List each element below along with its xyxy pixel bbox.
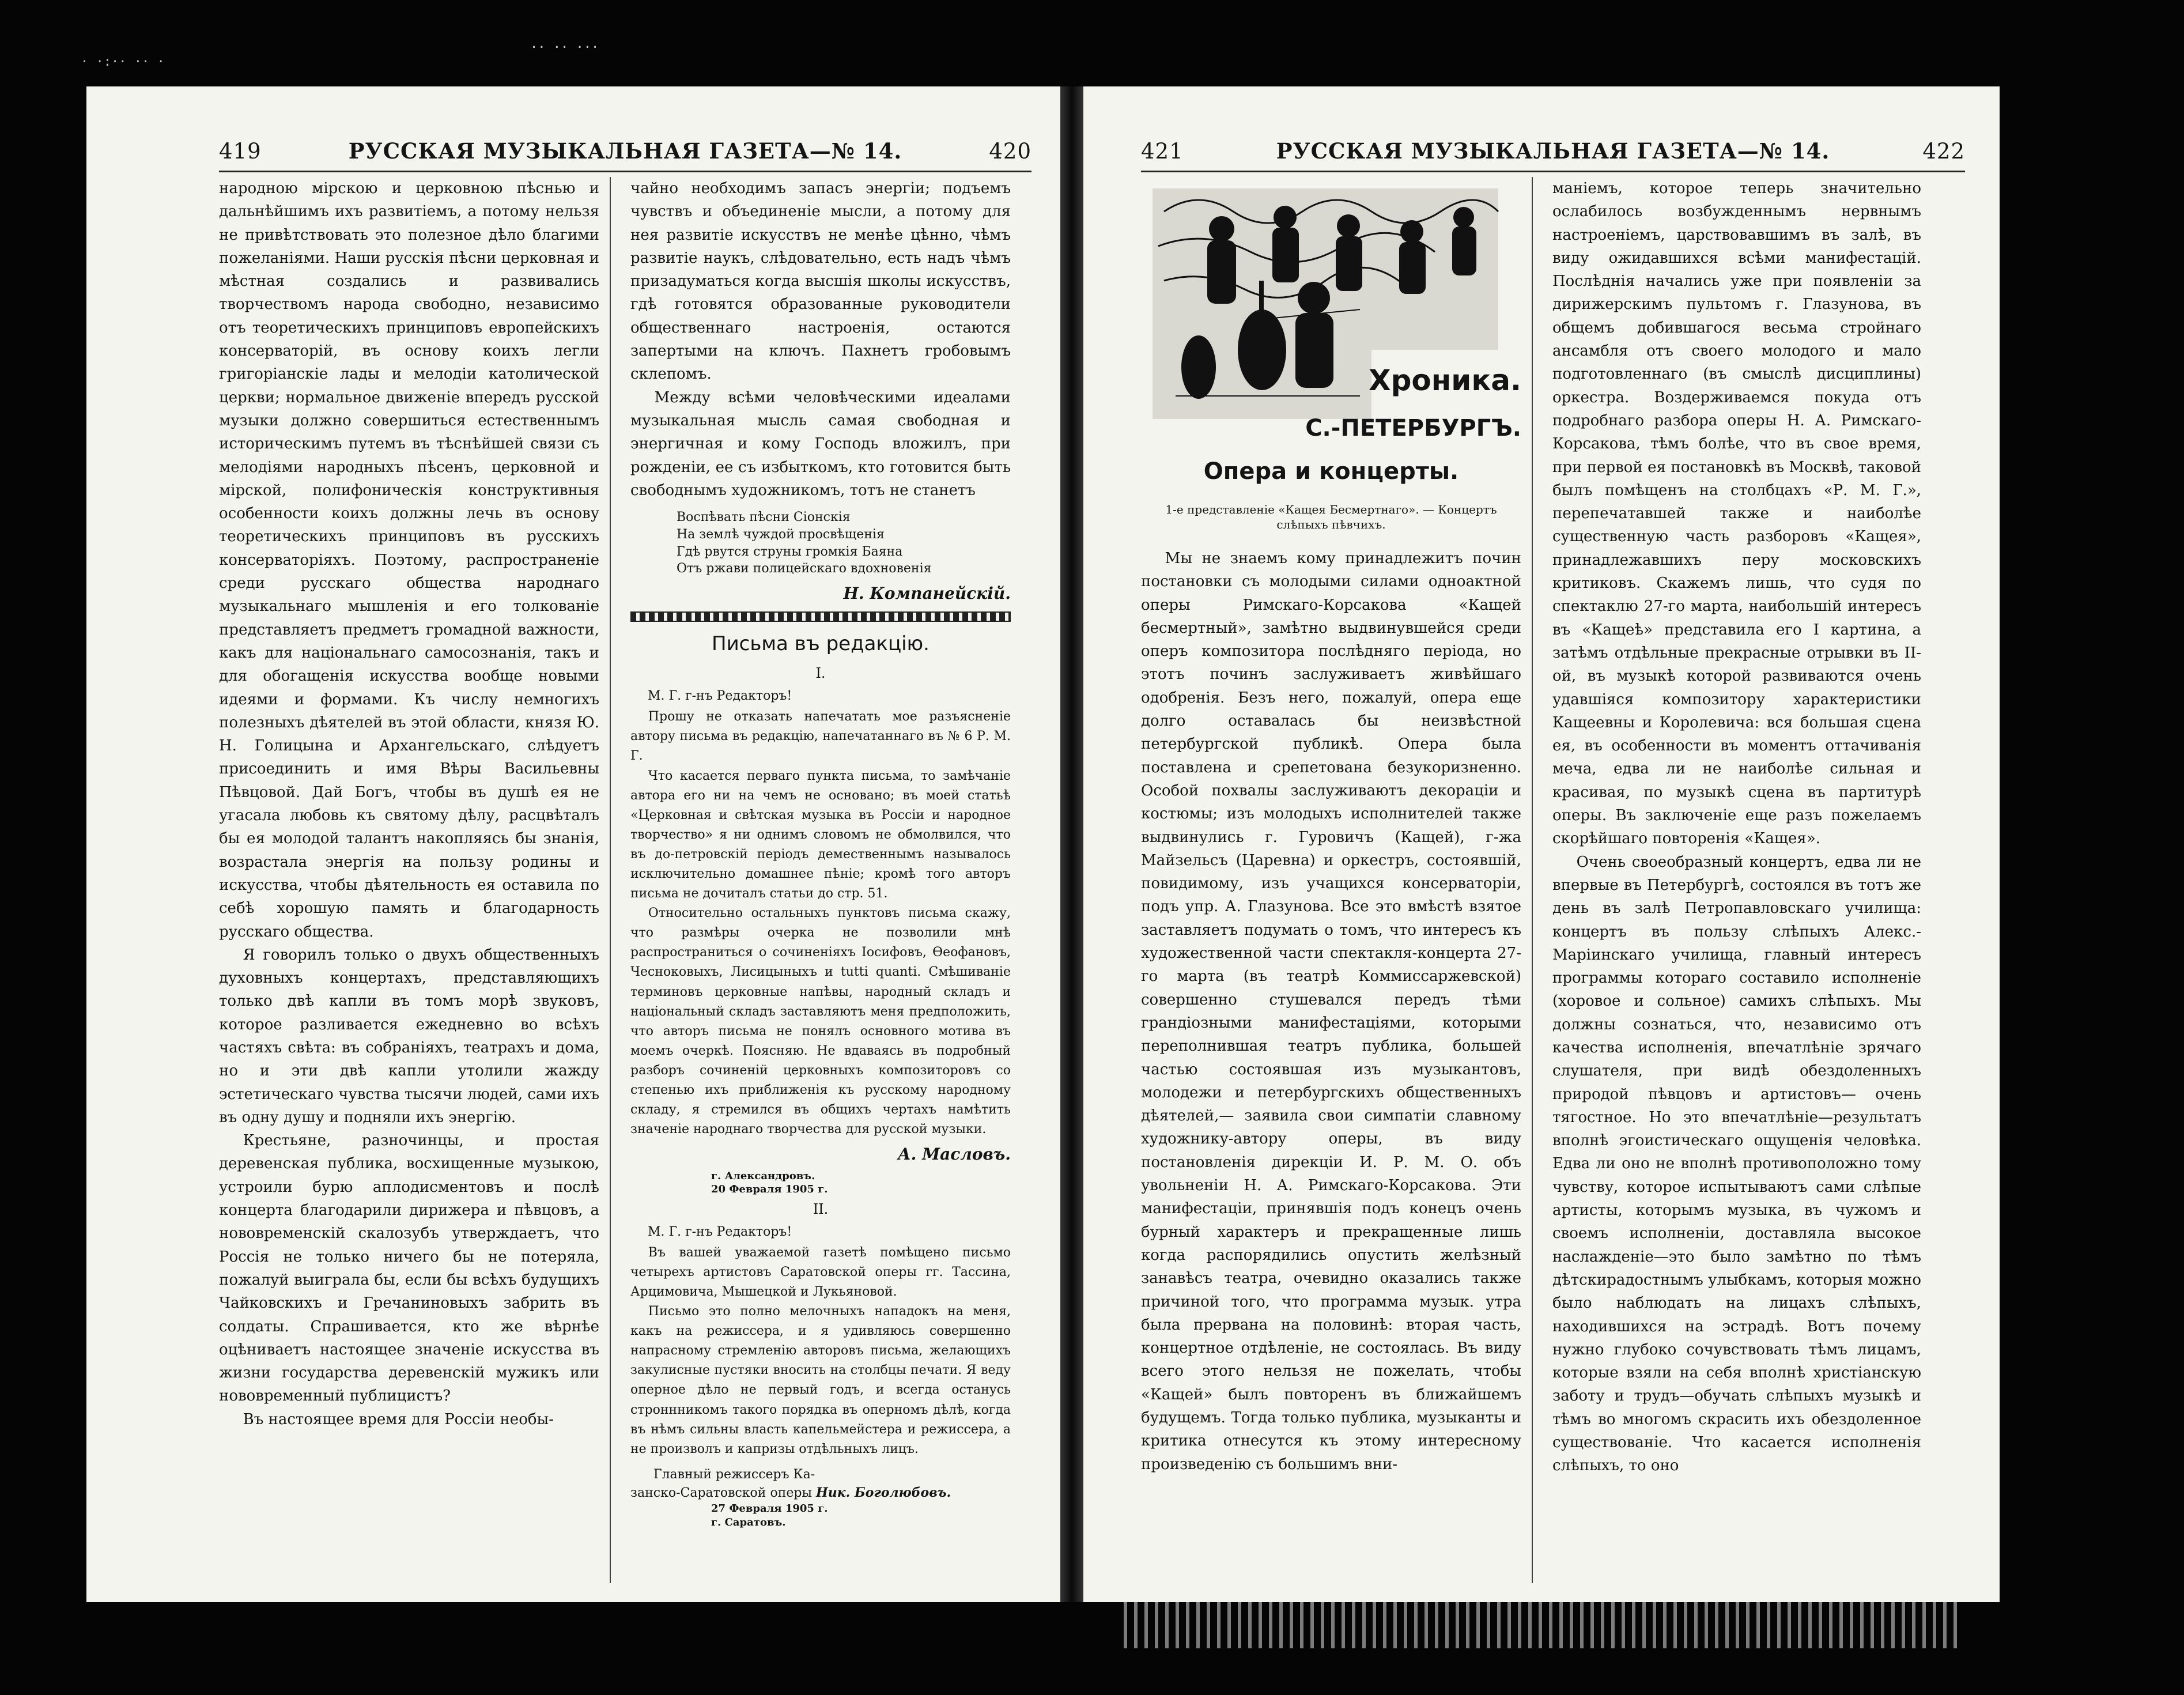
section-title: Письма въ редакцію. (712, 632, 929, 656)
left-page (86, 86, 1060, 1602)
letter-body (630, 1243, 1011, 1459)
section-subtitle: 1-е представленіе «Кащея Бесмертнаго». — Концертъ слѣпыхъ пѣвчихъ. (1165, 503, 1497, 531)
poem-line: На землѣ чуждой просвѣщенія (677, 527, 885, 542)
paragraph: Что касается перваго пункта письма, то замѣчаніе автора его ни на чемъ не основано; въ моей статьѣ «Церковная и свѣтская музыка въ Россіи и народное творчество» я ни однимъ словомъ не обмолвился, что въ до-петровскій періодъ демественнымъ называлось исключительно домашнее пѣніе; кромѣ того авторъ письма не дочиталъ статьи до стр. 51. (630, 768, 1011, 901)
paragraph: народною мірскою и церковною пѣснью и дальнѣйшимъ ихъ развитіемъ, а потому нельзя не привѣтствовать это полезное дѣло благими пожеланіями. Наши русскія пѣсни церковная и мѣстная создались и развивались творчествомъ народа свободно, независимо отъ теоретическихъ принциповъ европейскихъ консерваторій, въ основу коихъ легли григоріанскіе лады и мелодіи католической церкви; нормальное движеніе впередъ русской музыки должно совершиться естественнымъ историческимъ путемъ въ тѣснѣйшей связи съ мелодіями народныхъ пѣсенъ, церковной и мірской, полифоническія конструктивныя особенности коихъ должны лечь въ основу теоретическихъ принциповъ въ русскихъ консерваторіяхъ. Поэтому, распространеніе среди русскаго общества народнаго музыкальнаго мышленія и его толкованіе представляетъ предметъ громадной важности, какъ для національнаго самосознанія, такъ и для обогащенія искусства вообще новыми идеями и формами. Къ числу немногихъ полезныхъ дѣятелей въ этой области, князя Ю. Н. Голицына и Архангельскаго, слѣдуетъ присоединить и имя Вѣры Васильевны Пѣвцовой. Дай Богъ, чтобы въ душѣ ея не угасала любовь къ святому дѣлу, расцвѣталъ бы ея молодой талантъ накопляясь бы знанія, возрастала энергія на пользу родины и искусства, чтобы дѣятельность ея оставила по себѣ хорошую память и благодарность русскаго общества. (219, 180, 599, 941)
page-gutter (1060, 86, 1083, 1602)
paragraph: Прошу не отказать напечатать мое разъясненіе автору письма въ редакцію, напечатаннаго въ № 6 Р. М. Г. (630, 709, 1011, 764)
author-signature: А. Масловъ. (897, 1145, 1011, 1164)
paragraph: Я говорилъ только о двухъ общественныхъ духовныхъ концертахъ, представляющихъ только двѣ капли въ томъ морѣ звуковъ, которое разливается ежедневно во всѣхъ частяхъ свѣта: въ собраніяхъ, театрахъ и дома, но и эти двѣ капли утолили жажду эстетическаго чувства тысячи людей, сами ихъ въ одну душу и подняли ихъ энергію. (219, 946, 599, 1126)
place: г. Александровъ. (711, 1169, 815, 1182)
paragraph: Мы не знаемъ кому принадлежитъ почин постановки съ молодыми силами одноактной оперы Римскаго-Корсакова «Кащей бесмертный», замѣтно выдвинувшейся среди оперъ композитора послѣдняго періода, но этотъ починъ заслуживаетъ живѣйшаго одобренія. Безъ него, пожалуй, опера еще долго оставалась бы неизвѣстной петербургской публикѣ. Опера была поставлена и срепетована безукоризненно. Особой похвалы заслуживаютъ декораціи и костюмы; изъ молодыхъ исполнителей также выдвинулись г. Гуровичъ (Кащей), г-жа Майзельсъ (Царевна) и оркестръ, состоявшій, повидимому, изъ учащихся консерваторіи, подъ упр. А. Глазунова. Все это вмѣстѣ взятое заставляетъ подумать о томъ, что интересъ къ художественной части спектакля-концерта 27-го марта (въ театрѣ Коммиссаржевской) совершенно стушевался передъ тѣми грандіозными манифестаціями, которыми переполнившая театръ публика, большей частью состоявшая изъ музыкантовъ, молодежи и петербургскихъ общественныхъ дѣятелей,— заявила свои симпатіи славному художнику-автору оперы, въ виду постановленія дирекціи И. Р. М. О. объ увольненіи Н. А. Римскаго-Корсакова. Эти манифестаціи, принявшія подъ конецъ очень бурный характеръ и прекращенные лишь когда распорядились опустить желѣзный занавѣсъ театра, очевидно оказались также причиной того, что программа музык. утра была прервана на половинѣ: вторая часть, концертное отдѣленіе, не состоялась. Въ виду всего этого нельзя не пожелать, чтобы «Кащей» былъ повторенъ въ ближайшемъ будущемъ. Тогда только публика, музыканты и критика отнесутся къ этому интересному произведенію съ большимъ вни- (1141, 550, 1521, 1473)
poem-line: Воспѣвать пѣсни Сіонскія (677, 510, 851, 525)
paragraph: Крестьяне, разночинцы, и простая деревенская публика, восхищенные музыкою, устроили бурю аплодисментовъ и послѣ концерта благодарили дирижера и пѣвцовъ, а нововременскій скалозубъ утверждаетъ, что Россія не только ничего бы не потеряла, пожалуй выиграла бы, если бы всѣхъ будущихъ Чайковскихъ и Гречаниновыхъ забрить въ солдаты. Спрашивается, кто же вѣрнѣе оцѣниваетъ настоящее значеніе искусства въ жизни государства деревенскій мужикъ или нововременный публицистъ? (219, 1132, 599, 1405)
place: г. Саратовъ. (711, 1516, 786, 1528)
paragraph: маніемъ, которое теперь значительно ослабилось возбужденнымъ нервнымъ настроеніемъ, царствовавшимъ въ залѣ, въ виду ожидавшихся всѣми манифестацій. Послѣднія начались уже при появленіи за дирижерскимъ пультомъ г. Глазунова, въ общемъ добившагося весьма стройнаго ансамбля отъ своего молодого и мало подготовленнаго (въ смыслѣ дисциплины) оркестра. Воздерживаемся покуда отъ подробнаго разбора оперы Н. А. Римскаго-Корсакова, тѣмъ болѣе, что въ свое время, при первой ея постановкѣ въ Москвѣ, таковой былъ помѣщенъ на столбцахъ «Р. М. Г.», перепечатавшей также и наиболѣе существенную часть разборовъ «Кащея», принадлежавшихъ перу московскихъ критиковъ. Скажемъ лишь, что судя по спектаклю 27-го марта, наибольшій интересъ въ «Кащеѣ» представила его I картина, а затѣмъ отдѣльные прекрасные отрывки въ II-ой, въ музыкѣ которой развиваются очень удавшіяся композитору характеристики Кащеевны и Королевича: вся большая сцена ея, въ особенности въ моментъ оттачиванія меча, едва ли не наиболѣе сильная и красивая, по музыкѣ сцена въ партитурѣ оперы. Въ заключеніе еще разъ пожелаемъ скорѣйшаго повторенія «Кащея». (1552, 180, 1921, 848)
scan-noise-top-center: ·· ·· ··· (530, 40, 599, 55)
paragraph: Между всѣми человѣческими идеалами музыкальная мысль самая свободная и энергичная и кому Господь вложилъ, при рожденіи, ее съ избыткомъ, кто готовится быть свободнымъ художникомъ, тотъ не станетъ (630, 388, 1011, 499)
poem (677, 509, 1011, 577)
date: 20 Февраля 1905 г. (711, 1183, 828, 1196)
page-number: 419 (219, 139, 262, 164)
text-column (219, 177, 611, 1583)
city-heading: С.-ПЕТЕРБУРГЪ. (1305, 415, 1521, 441)
journal-title: РУССКАЯ МУЗЫКАЛЬНАЯ ГАЗЕТА—№ 14. (1276, 138, 1830, 164)
chronicle-header (1141, 177, 1521, 500)
poem-line: Отъ ржави полицейскаго вдохновенія (677, 561, 932, 576)
date: 27 Февраля 1905 г. (711, 1503, 828, 1515)
letter-body (630, 707, 1011, 1139)
paragraph: чайно необходимъ запасъ энергіи; подъемъ чувствъ и объединеніе мысли, а потому для нея развитіе искусствъ не менѣе цѣнно, чѣмъ развитіе наукъ, слѣдовательно, есть надъ чѣмъ призадуматься когда высшія школы искусствъ, гдѣ готовятся образованные руководители общественнаго настроенія, остаются запертыми на ключъ. Пахнетъ гробовымъ склепомъ. (630, 180, 1011, 383)
salutation: М. Г. г-нъ Редакторъ! (648, 1224, 792, 1239)
salutation: М. Г. г-нъ Редакторъ! (648, 689, 792, 704)
poem-line: Гдѣ рвутся струны громкія Баяна (677, 544, 903, 559)
text-column (630, 177, 1011, 1583)
ornamental-divider (630, 611, 1011, 622)
scan-edge-artifacts (1124, 1596, 1959, 1648)
paragraph: Въ настоящее время для Россіи необы- (243, 1410, 554, 1428)
closing-line: Главный режиссеръ Ка- (653, 1467, 815, 1482)
letter-number: I. (815, 665, 826, 681)
paragraph: Письмо это полно мелочныхъ нападокъ на меня, какъ на режиссера, и я удивляюсь совершенно напрасному стремленію авторовъ письма, желающихъ закулисные пустяки вносить на столбцы печати. Я веду оперное дѣло не первый годъ, и всегда останусь строннникомъ такого порядка въ оперномъ дѣлѣ, когда въ нѣмъ сильны власть капельмейстера и режиссера, а не произволъ и капризы отдѣльныхъ лицъ. (630, 1304, 1011, 1456)
text-column (1141, 177, 1533, 1583)
paragraph: Въ вашей уважаемой газетѣ помѣщено письмо четырехъ артистовъ Саратовской оперы гг. Тассина, Арцимовича, Мышецкой и Лукьяновой. (630, 1245, 1011, 1299)
paragraph: Очень своеобразный концертъ, едва ли не впервые въ Петербургѣ, состоялся въ тотъ же день въ залѣ Петропавловскаго училища: концертъ въ пользу слѣпыхъ Алекс.-Маріинскаго училища, главный интересъ программы котораго составило исполненіе (хоровое и сольное) самихъ слѣпыхъ. Мы должны сознаться, что, независимо отъ качества исполненія, впечатлѣніе зрячаго слушателя, при видѣ обездоленныхъ природой пѣвцовъ и артистовъ— очень тягостное. Но это впечатлѣніе—результатъ вполнѣ эгоистическаго ощущенія человѣка. Едва ли оно не вполнѣ противоположно тому чувству, которое испытываютъ сами слѣпые артисты, которымъ музыка, въ чужомъ и своемъ исполненіи, доставляла высокое наслажденіе—это было замѣтно по тѣмъ дѣтскирадостнымъ улыбкамъ, которыя можно было наблюдать на лицахъ слѣпыхъ, находившихся на эстрадѣ. Вотъ почему нужно глубоко сочувствовать тѣмъ лицамъ, которые взяли на себя вполнѣ христіанскую заботу и трудъ—обучать слѣпыхъ музыкѣ и тѣмъ во многомъ скрасить ихъ обездоленное существованіе. Что касается исполненія слѣпыхъ, то оно (1552, 853, 1921, 1475)
closing-line (630, 1484, 1011, 1503)
text-column (1552, 177, 1921, 1583)
scan-noise-top-left: · ·:·· ·· · (81, 55, 165, 69)
author-signature: Н. Компанейскій. (843, 583, 1011, 603)
letter-number: II. (813, 1201, 829, 1217)
section-heading: Хроника. (1369, 364, 1521, 397)
running-head-left (219, 138, 1031, 172)
closing-line: занско-Саратовской оперы (630, 1485, 812, 1500)
author-signature: Ник. Боголюбовъ. (815, 1485, 951, 1500)
right-page (1083, 86, 2000, 1602)
letter-closing (630, 1466, 1011, 1503)
section-title: Опера и концерты. (1203, 458, 1459, 485)
page-number: 422 (1922, 139, 1965, 164)
page-number: 421 (1141, 139, 1184, 164)
running-head-right (1141, 138, 1965, 172)
journal-title: РУССКАЯ МУЗЫКАЛЬНАЯ ГАЗЕТА—№ 14. (348, 138, 902, 164)
paragraph: Относительно остальныхъ пунктовъ письма скажу, что размѣры очерка не позволили мнѣ распространиться о сочиненіяхъ Іосифовъ, Ѳеофановъ, Чесноковыхъ, Лисицыныхъ и tutti quanti. Смѣшиваніе терминовъ церковные напѣвы, народный складъ и національный складъ заставляютъ меня предположить, что авторъ письма не понялъ основного мотива въ моемъ очеркѣ. Поясняю. Не вдаваясь въ подробный разборъ сочиненій церковныхъ композиторовъ со степенью ихъ приближенія къ русскому народному складу, я стремился въ общихъ чертахъ намѣтить значеніе народнаго творчества для русской музыки. (630, 906, 1011, 1137)
page-number: 420 (989, 139, 1031, 164)
